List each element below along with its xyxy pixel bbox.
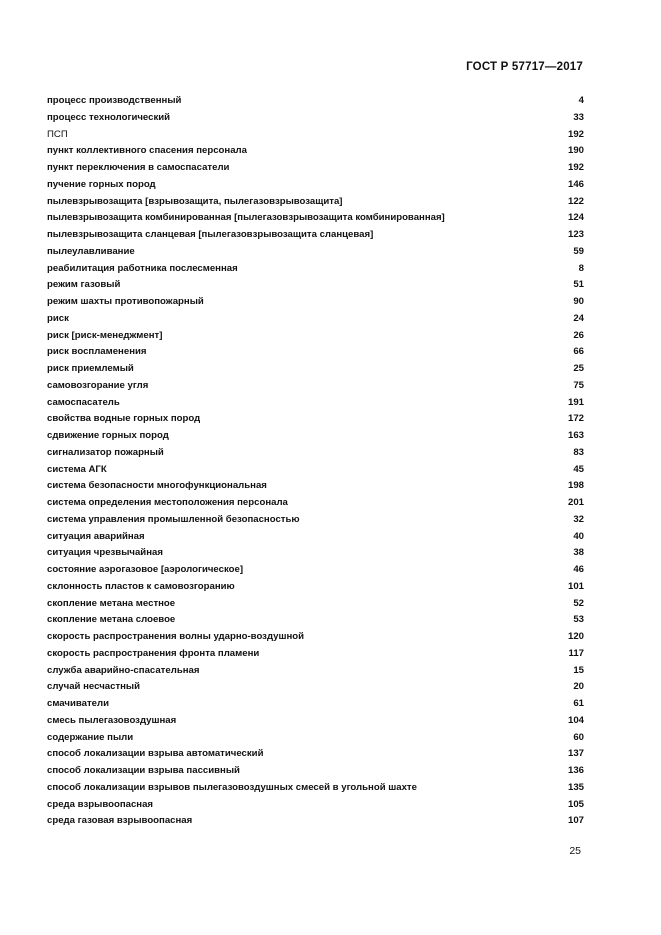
index-page-ref: 104 — [567, 714, 584, 726]
index-page-ref: 201 — [567, 497, 584, 508]
index-page-ref: 137 — [567, 748, 584, 760]
index-entry — [47, 294, 584, 311]
index-entry — [47, 277, 584, 294]
index-term: сигнализатор пожарный — [47, 446, 164, 458]
index-term: ситуация чрезвычайная — [47, 547, 163, 559]
index-term: система определения местоположения персонала — [47, 497, 288, 508]
index-page-ref: 52 — [573, 597, 584, 609]
index-term: система управления промышленной безопасностью — [47, 513, 300, 525]
index-page-ref: 33 — [573, 111, 584, 123]
index-term: пылевзрывозащита [взрывозащита, пылегазовзрывозащита] — [47, 195, 343, 207]
index-page-ref: 20 — [573, 681, 584, 693]
index-term: риск — [47, 312, 69, 324]
index-entry — [47, 261, 584, 278]
index-entry — [47, 663, 584, 680]
index-entry — [47, 428, 584, 445]
index-term: смачиватели — [47, 698, 110, 709]
index-page-ref: 122 — [567, 195, 584, 207]
index-page-ref: 190 — [567, 145, 584, 157]
index-page-ref: 15 — [573, 664, 584, 676]
index-page-ref: 107 — [567, 815, 584, 827]
index-entry — [47, 495, 584, 512]
index-term: самоспасатель — [47, 396, 120, 408]
index-term: риск [риск-менеджмент] — [47, 329, 163, 341]
index-entry — [47, 763, 584, 780]
index-page-ref: 53 — [573, 614, 584, 626]
index-term: сдвижение горных пород — [47, 430, 169, 441]
index-page-ref: 146 — [567, 178, 584, 190]
index-term: риск приемлемый — [47, 363, 134, 374]
index-term: смесь пылегазовоздушная — [47, 714, 177, 726]
index-page-ref: 60 — [573, 731, 584, 743]
index-page-ref: 40 — [573, 530, 584, 542]
index-term: случай несчастный — [47, 681, 141, 693]
index-term: пункт коллективного спасения персонала — [47, 145, 247, 157]
index-entry — [47, 797, 584, 814]
index-term: система АГК — [47, 463, 107, 475]
index-entry — [47, 445, 584, 462]
index-term: самовозгорание угля — [47, 379, 149, 391]
index-entry — [47, 545, 584, 562]
index-page-ref: 90 — [573, 296, 584, 307]
index-entry — [47, 328, 584, 345]
index-term: реабилитация работника послесменная — [47, 262, 238, 274]
index-term: ПСП — [47, 128, 68, 140]
index-page-ref: 136 — [567, 765, 584, 776]
index-term: процесс технологический — [47, 111, 171, 123]
index-term: пучение горных пород — [47, 178, 156, 190]
index-entry — [47, 210, 584, 227]
index-entry — [47, 579, 584, 596]
index-term: свойства водные горных пород — [47, 413, 201, 425]
index-page-ref: 120 — [567, 631, 584, 642]
index-page-ref: 198 — [567, 480, 584, 492]
index-term: риск воспламенения — [47, 346, 147, 358]
index-entry — [47, 679, 584, 696]
index-entry — [47, 629, 584, 646]
index-entry — [47, 713, 584, 730]
index-page-ref: 66 — [573, 346, 584, 358]
index-term: режим шахты противопожарный — [47, 296, 204, 307]
index-page-ref: 83 — [573, 446, 584, 458]
index-page-ref: 46 — [573, 564, 584, 575]
index-term: пункт переключения в самоспасатели — [47, 162, 230, 173]
index-term: пылевзрывозащита сланцевая [пылегазовзрывозащита сланцевая] — [47, 229, 374, 240]
index-term: способ локализации взрывов пылегазовоздушных смесей в угольной шахте — [47, 781, 417, 793]
index-term: состояние аэрогазовое [аэрологическое] — [47, 564, 244, 575]
index-entry — [47, 361, 584, 378]
index-term: скопление метана слоевое — [47, 614, 176, 626]
index-page-ref: 105 — [567, 798, 584, 810]
index-entry — [47, 143, 584, 160]
index-entry — [47, 612, 584, 629]
index-entry — [47, 395, 584, 412]
index-term: режим газовый — [47, 279, 121, 291]
index-entry — [47, 127, 584, 144]
index-entry — [47, 227, 584, 244]
index-entry — [47, 177, 584, 194]
index-entry — [47, 411, 584, 428]
index-page-ref: 191 — [567, 396, 584, 408]
index-page-ref: 8 — [578, 262, 584, 274]
index-entry — [47, 93, 584, 110]
index-page-ref: 25 — [573, 363, 584, 374]
index-term: система безопасности многофункциональная — [47, 480, 267, 492]
index-page-ref: 123 — [567, 229, 584, 240]
index-entry — [47, 780, 584, 797]
index-term: скопление метана местное — [47, 597, 176, 609]
index-entry — [47, 512, 584, 529]
index-page-ref: 124 — [567, 212, 584, 224]
index-term: среда газовая взрывоопасная — [47, 815, 193, 827]
document-header: ГОСТ Р 57717—2017 — [466, 61, 583, 73]
index-page-ref: 135 — [567, 781, 584, 793]
index-term: служба аварийно-спасательная — [47, 664, 200, 676]
index-term: скорость распространения волны ударно-воздушной — [47, 631, 305, 642]
index-page-ref: 4 — [578, 95, 584, 106]
index-entry — [47, 244, 584, 261]
page-number: 25 — [569, 845, 581, 857]
index-entry — [47, 730, 584, 747]
index-page-ref: 61 — [573, 698, 584, 709]
index-entry — [47, 462, 584, 479]
index-term: склонность пластов к самовозгоранию — [47, 580, 235, 592]
index-page-ref: 192 — [567, 162, 584, 173]
index-page-ref: 101 — [567, 580, 584, 592]
index-entry — [47, 110, 584, 127]
index-page-ref: 45 — [573, 463, 584, 475]
index-page-ref: 192 — [567, 128, 584, 140]
index-entry — [47, 529, 584, 546]
index-term: пылеулавливание — [47, 245, 135, 257]
index-entry — [47, 311, 584, 328]
index-entry — [47, 160, 584, 177]
index-entry — [47, 646, 584, 663]
index-page-ref: 32 — [573, 513, 584, 525]
index-term: процесс производственный — [47, 95, 182, 106]
index-term: скорость распространения фронта пламени — [47, 647, 260, 659]
index-term: содержание пыли — [47, 731, 134, 743]
index-page-ref: 172 — [567, 413, 584, 425]
index-page-ref: 75 — [573, 379, 584, 391]
index-entry — [47, 344, 584, 361]
index-entry — [47, 378, 584, 395]
index-term: среда взрывоопасная — [47, 798, 154, 810]
index-entry — [47, 562, 584, 579]
index-page-ref: 163 — [567, 430, 584, 441]
index-entry — [47, 596, 584, 613]
index-entry — [47, 478, 584, 495]
index-term: ситуация аварийная — [47, 530, 145, 542]
index-entry — [47, 813, 584, 830]
alphabetical-index — [47, 93, 584, 830]
index-page-ref: 26 — [573, 329, 584, 341]
index-page-ref: 38 — [573, 547, 584, 559]
index-term: пылевзрывозащита комбинированная [пылегазовзрывозащита комбинированная] — [47, 212, 445, 224]
index-term: способ локализации взрыва автоматический — [47, 748, 264, 760]
index-term: способ локализации взрыва пассивный — [47, 765, 240, 776]
index-page-ref: 59 — [573, 245, 584, 257]
index-page-ref: 117 — [568, 647, 584, 659]
index-entry — [47, 696, 584, 713]
index-entry — [47, 746, 584, 763]
index-page-ref: 24 — [573, 312, 584, 324]
index-entry — [47, 194, 584, 211]
index-page-ref: 51 — [573, 279, 584, 291]
